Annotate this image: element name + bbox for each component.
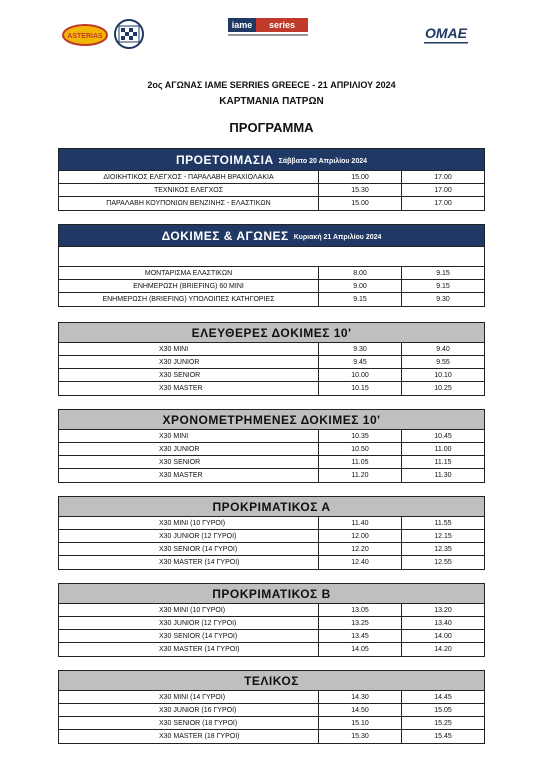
- schedule-row: [59, 604, 484, 617]
- row-label: X30 SENIOR (14 ΓΥΡΟΙ): [59, 543, 319, 555]
- section-timed-practice: [58, 409, 485, 483]
- row-end: 9.15: [436, 269, 450, 277]
- row-label: X30 MINI (10 ΓΥΡΟΙ): [59, 517, 319, 529]
- section-date: Σάββατο 20 Απριλίου 2024: [278, 157, 368, 165]
- row-label: ΠΑΡΑΛΑΒΗ ΚΟΥΠΟΝΙΩΝ ΒΕΝΖΙΝΗΣ - ΕΛΑΣΤΙΚΩΝ: [59, 197, 319, 210]
- schedule-row: [59, 456, 484, 469]
- row-label: X30 MINI (14 ΓΥΡΟΙ): [59, 691, 319, 703]
- section-header: [59, 149, 484, 171]
- row-start: 8.00: [319, 267, 402, 279]
- section-header: [59, 323, 484, 343]
- row-start: 15.10: [319, 717, 402, 729]
- section-title: ΠΡΟΚΡΙΜΑΤΙΚΟΣ Β: [212, 586, 331, 601]
- schedule-row: [59, 517, 484, 530]
- schedule-row: [59, 617, 484, 630]
- section-title: ΠΡΟΚΡΙΜΑΤΙΚΟΣ Α: [212, 499, 331, 514]
- row-start: 10.15: [319, 382, 402, 395]
- row-start: 13.25: [319, 617, 402, 629]
- schedule-row: [59, 443, 484, 456]
- row-start: 15.00: [319, 171, 402, 183]
- row-start: 15.00: [319, 197, 402, 210]
- row-end: 17.00: [434, 173, 452, 181]
- row-start: 9.00: [319, 280, 402, 292]
- section-header: [59, 497, 484, 517]
- row-start: 14.05: [319, 643, 402, 656]
- schedule-row: [59, 343, 484, 356]
- svg-text:iame: iame: [231, 20, 253, 30]
- row-end: 15.25: [434, 719, 452, 727]
- row-end: 14.20: [434, 646, 452, 653]
- row-label: ΔΙΟΙΚΗΤΙΚΟΣ ΕΛΕΓΧΟΣ - ΠΑΡΑΛΑΒΗ ΒΡΑΧΙΟΛΑΚΙΑ: [59, 171, 319, 183]
- svg-text:OMAE: OMAE: [425, 25, 467, 41]
- row-end: 11.55: [434, 519, 452, 527]
- row-label: X30 MINI (10 ΓΥΡΟΙ): [59, 604, 319, 616]
- row-end: 15.05: [434, 706, 452, 714]
- row-end: 13.20: [434, 606, 452, 614]
- section-heat-b: [58, 583, 485, 657]
- row-label: X30 SENIOR (14 ΓΥΡΟΙ): [59, 630, 319, 642]
- schedule-row: [59, 717, 484, 730]
- schedule-row: [59, 267, 484, 280]
- row-end: 14.00: [434, 632, 452, 640]
- row-label: X30 JUNIOR (16 ΓΥΡΟΙ): [59, 704, 319, 716]
- row-end: 12.55: [434, 559, 452, 566]
- row-end: 9.40: [436, 345, 450, 353]
- row-start: 9.45: [319, 356, 402, 368]
- row-start: 13.45: [319, 630, 402, 642]
- row-end: 10.10: [434, 371, 452, 379]
- section-title: ΧΡΟΝΟΜΕΤΡΗΜΕΝΕΣ ΔΟΚΙΜΕΣ 10': [162, 412, 381, 427]
- schedule-row: [59, 643, 484, 656]
- schedule-row: [59, 730, 484, 743]
- row-label: X30 MASTER (14 ΓΥΡΟΙ): [59, 556, 319, 569]
- omae-logo: [420, 22, 472, 48]
- row-label: X30 MASTER: [59, 469, 319, 482]
- club-crest-logo: [110, 18, 148, 50]
- section-final: [58, 670, 485, 744]
- schedule-row: [59, 469, 484, 482]
- row-end: 10.25: [434, 385, 452, 392]
- schedule-row: [59, 293, 484, 306]
- blank-row: [59, 247, 484, 267]
- row-start: 12.40: [319, 556, 402, 569]
- row-start: 9.15: [319, 293, 402, 306]
- schedule-row: [59, 691, 484, 704]
- row-start: 14.30: [319, 691, 402, 703]
- row-start: 15.30: [319, 184, 402, 196]
- row-end: 11.15: [434, 458, 452, 466]
- row-start: 10.00: [319, 369, 402, 381]
- section-title: ΠΡΟΕΤΟΙΜΑΣΙΑ: [175, 152, 274, 167]
- row-start: 14.50: [319, 704, 402, 716]
- section-header: [59, 225, 484, 247]
- row-start: 13.05: [319, 604, 402, 616]
- row-end: 11.00: [434, 445, 452, 453]
- schedule-row: [59, 704, 484, 717]
- row-start: 11.05: [319, 456, 402, 468]
- row-end: 9.55: [436, 358, 450, 366]
- row-end: 9.30: [436, 296, 450, 303]
- row-label: X30 MASTER: [59, 382, 319, 395]
- row-start: 9.30: [319, 343, 402, 355]
- row-end: 10.45: [434, 432, 452, 440]
- row-label: X30 JUNIOR (12 ΓΥΡΟΙ): [59, 617, 319, 629]
- row-label: X30 MINI: [59, 430, 319, 442]
- schedule-row: [59, 556, 484, 569]
- row-start: 12.20: [319, 543, 402, 555]
- row-end: 17.00: [434, 186, 452, 194]
- schedule-row: [59, 197, 484, 210]
- row-end: 12.35: [434, 545, 452, 553]
- row-start: 11.20: [319, 469, 402, 482]
- row-end: 9.15: [436, 282, 450, 290]
- asterias-logo: [62, 24, 108, 46]
- section-date: Κυριακή 21 Απριλίου 2024: [293, 233, 382, 241]
- row-start: 10.35: [319, 430, 402, 442]
- svg-text:ASTERIAS: ASTERIAS: [67, 33, 103, 40]
- row-end: 13.40: [434, 619, 452, 627]
- row-end: 11.30: [434, 472, 452, 479]
- schedule-row: [59, 280, 484, 293]
- section-free-practice: [58, 322, 485, 396]
- row-label: X30 JUNIOR: [59, 356, 319, 368]
- row-label: X30 MINI: [59, 343, 319, 355]
- row-label: X30 JUNIOR: [59, 443, 319, 455]
- schedule-row: [59, 530, 484, 543]
- row-label: ΤΕΧΝΙΚΟΣ ΕΛΕΓΧΟΣ: [59, 184, 319, 196]
- row-label: X30 SENIOR: [59, 456, 319, 468]
- section-title: ΤΕΛΙΚΟΣ: [244, 673, 299, 688]
- section-title: ΔΟΚΙΜΕΣ & ΑΓΩΝΕΣ: [161, 228, 289, 243]
- venue-title: ΚΑΡΤΜΑΝΙΑ ΠΑΤΡΩΝ: [219, 96, 324, 107]
- schedule-row: [59, 430, 484, 443]
- logo-bar: [0, 14, 543, 54]
- schedule-row: [59, 382, 484, 395]
- schedule-row: [59, 171, 484, 184]
- row-label: ΕΝΗΜΕΡΩΣΗ (BRIEFING) 60 MINI: [59, 280, 319, 292]
- section-header: [59, 410, 484, 430]
- program-heading: ΠΡΟΓΡΑΜΜΑ: [229, 120, 314, 135]
- schedule-row: [59, 369, 484, 382]
- row-end: 14.45: [434, 693, 452, 701]
- event-title: 2ος ΑΓΩΝΑΣ IAME SERRIES GREECE - 21 ΑΠΡΙΛΙΟΥ 2024: [147, 80, 396, 90]
- schedule-row: [59, 184, 484, 197]
- svg-text:series: series: [268, 20, 296, 30]
- row-label: ΕΝΗΜΕΡΩΣΗ (BRIEFING) ΥΠΟΛΟΙΠΕΣ ΚΑΤΗΓΟΡΙΕΣ: [59, 293, 319, 306]
- section-title: ΕΛΕΥΘΕΡΕΣ ΔΟΚΙΜΕΣ 10': [191, 325, 352, 340]
- section-header: [59, 671, 484, 691]
- row-label: X30 SENIOR: [59, 369, 319, 381]
- row-end: 15.45: [434, 733, 452, 740]
- section-tests-races: [58, 224, 485, 307]
- row-start: 10.50: [319, 443, 402, 455]
- row-label: ΜΟΝΤΑΡΙΣΜΑ ΕΛΑΣΤΙΚΩΝ: [59, 267, 319, 279]
- row-label: X30 MASTER (14 ΓΥΡΟΙ): [59, 643, 319, 656]
- row-label: X30 MASTER (18 ΓΥΡΟΙ): [59, 730, 319, 743]
- row-label: X30 JUNIOR (12 ΓΥΡΟΙ): [59, 530, 319, 542]
- schedule-row: [59, 356, 484, 369]
- row-end: 17.00: [434, 200, 452, 207]
- section-preparation: [58, 148, 485, 211]
- row-start: 11.40: [319, 517, 402, 529]
- schedule-row: [59, 543, 484, 556]
- section-heat-a: [58, 496, 485, 570]
- row-label: X30 SENIOR (18 ΓΥΡΟΙ): [59, 717, 319, 729]
- section-header: [59, 584, 484, 604]
- row-start: 15.30: [319, 730, 402, 743]
- schedule-row: [59, 630, 484, 643]
- row-start: 12.00: [319, 530, 402, 542]
- row-end: 12.15: [434, 532, 452, 540]
- iame-series-logo: [228, 16, 310, 38]
